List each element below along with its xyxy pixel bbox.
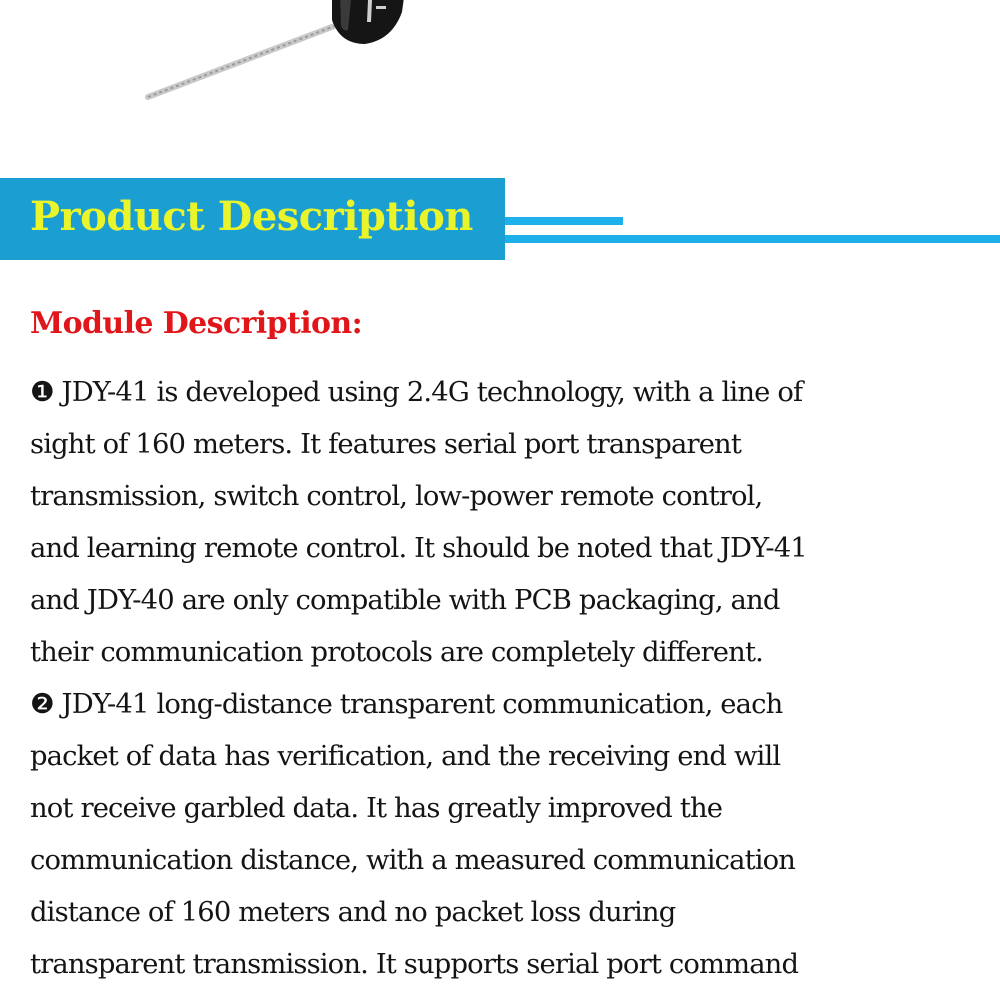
banner-title: Product Description (30, 193, 473, 240)
module-description-body (30, 367, 990, 991)
body-line: packet of data has verification, and the receiving end will (30, 741, 781, 772)
antenna-photo (0, 0, 1000, 130)
body-line: sight of 160 meters. It features serial port transparent (30, 429, 742, 460)
banner-accent-line-long (505, 235, 1000, 243)
section-banner (0, 178, 1000, 260)
body-line: ❷ JDY-41 long-distance transparent communication, each (30, 689, 783, 720)
body-line: ❶ JDY-41 is developed using 2.4G technology, with a line of (30, 377, 803, 408)
antenna-wire (148, 22, 345, 97)
banner-title-box (0, 178, 505, 260)
banner-accent-line-short (505, 217, 623, 225)
antenna-body (332, 0, 405, 44)
body-line: transmission, switch control, low-power remote control, (30, 481, 763, 512)
body-line: their communication protocols are completely different. (30, 637, 763, 668)
body-line: transparent transmission. It supports serial port command (30, 949, 799, 980)
body-line: communication distance, with a measured communication (30, 845, 796, 876)
body-line: and learning remote control. It should be noted that JDY-41 (30, 533, 807, 564)
body-line: and JDY-40 are only compatible with PCB packaging, and (30, 585, 780, 616)
body-line: not receive garbled data. It has greatly improved the (30, 793, 723, 824)
module-description-heading: Module Description: (30, 306, 363, 341)
body-line: distance of 160 meters and no packet loss during (30, 897, 676, 928)
